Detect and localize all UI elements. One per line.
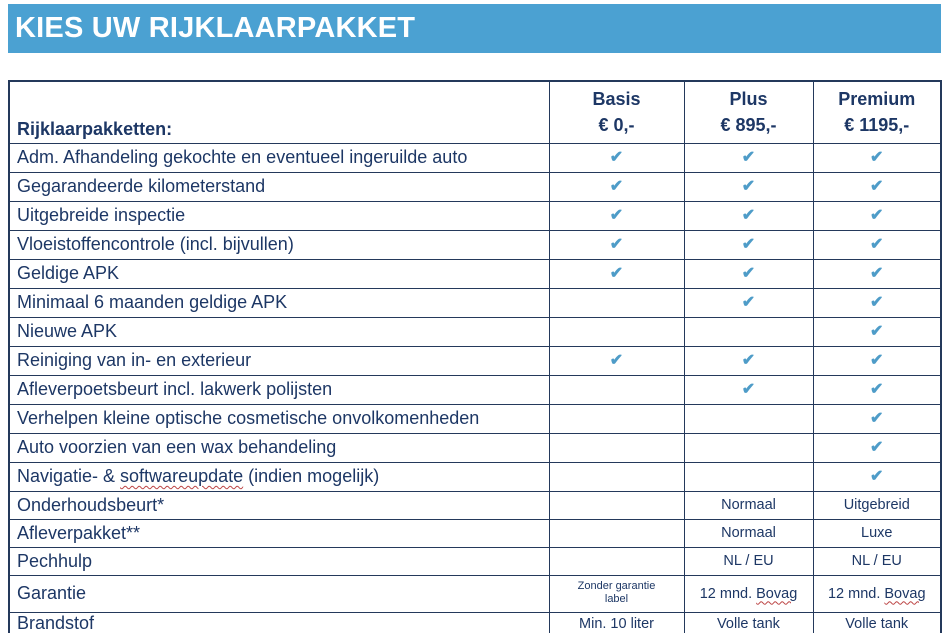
table-row	[9, 230, 941, 259]
table-row	[9, 143, 941, 172]
package-price: € 0,-	[598, 115, 635, 136]
check-icon: ✔	[741, 148, 756, 166]
cell-plus	[684, 433, 813, 462]
check-icon: ✔	[870, 293, 884, 311]
check-icon: ✔	[741, 235, 756, 253]
cell-premium	[813, 433, 941, 462]
cell-premium	[813, 230, 941, 259]
cell-text: Uitgebreid	[843, 497, 910, 513]
cell-plus	[684, 346, 813, 375]
cell-plus	[684, 491, 813, 519]
cell-text: 12 mnd.	[699, 585, 757, 602]
cell-text: Zonder garantie label	[577, 580, 656, 605]
cell-basis	[549, 201, 684, 230]
cell-premium	[813, 404, 941, 433]
table-row	[9, 519, 941, 547]
package-name: Basis	[592, 89, 641, 110]
cell-premium	[813, 143, 941, 172]
check-icon: ✔	[870, 264, 884, 282]
cell-basis	[549, 172, 684, 201]
cell-plus	[684, 201, 813, 230]
check-icon: ✔	[741, 264, 756, 282]
feature-label: Geldige APK	[9, 259, 549, 288]
cell-basis	[549, 433, 684, 462]
check-icon: ✔	[870, 148, 884, 166]
spellcheck-flagged-word: softwareupdate	[120, 466, 244, 486]
cell-basis	[549, 259, 684, 288]
table-row	[9, 346, 941, 375]
cell-text: Normaal	[721, 497, 776, 513]
cell-text: NL / EU	[851, 553, 902, 569]
check-icon: ✔	[609, 177, 624, 195]
feature-label: Adm. Afhandeling gekochte en eventueel ingeruilde auto	[9, 143, 549, 172]
cell-basis	[549, 288, 684, 317]
cell-plus	[684, 519, 813, 547]
cell-text: NL / EU	[723, 553, 774, 569]
feature-label: Nieuwe APK	[9, 317, 549, 346]
check-icon: ✔	[741, 293, 756, 311]
feature-label: Minimaal 6 maanden geldige APK	[9, 288, 549, 317]
check-icon: ✔	[870, 235, 884, 253]
column-header-plus	[684, 81, 813, 143]
cell-premium	[813, 201, 941, 230]
cell-plus	[684, 462, 813, 491]
table-row	[9, 547, 941, 575]
package-name: Plus	[729, 89, 768, 110]
feature-label: Gegarandeerde kilometerstand	[9, 172, 549, 201]
cell-text: Normaal	[721, 525, 776, 541]
check-icon: ✔	[609, 206, 624, 224]
table-row	[9, 288, 941, 317]
table-row	[9, 491, 941, 519]
cell-plus	[684, 143, 813, 172]
check-icon: ✔	[870, 380, 884, 398]
check-icon: ✔	[870, 467, 884, 485]
table-row	[9, 317, 941, 346]
check-icon: ✔	[870, 438, 884, 456]
table-row	[9, 433, 941, 462]
check-icon: ✔	[741, 177, 756, 195]
package-price: € 1195,-	[844, 115, 910, 136]
cell-text: Volle tank	[845, 615, 909, 632]
feature-label: Verhelpen kleine optische cosmetische onvolkomenheden	[9, 404, 549, 433]
page-title: KIES UW RIJKLAARPAKKET	[15, 12, 416, 44]
cell-premium	[813, 491, 941, 519]
cell-basis	[549, 575, 684, 612]
check-icon: ✔	[870, 206, 884, 224]
feature-label: Afleverpakket**	[9, 519, 549, 547]
cell-basis	[549, 143, 684, 172]
check-icon: ✔	[870, 177, 884, 195]
cell-premium	[813, 317, 941, 346]
spellcheck-flagged-word: Bovag	[884, 585, 926, 602]
cell-plus	[684, 288, 813, 317]
cell-premium	[813, 259, 941, 288]
cell-basis	[549, 346, 684, 375]
cell-plus	[684, 317, 813, 346]
cell-basis	[549, 491, 684, 519]
check-icon: ✔	[609, 148, 624, 166]
cell-premium	[813, 346, 941, 375]
feature-label: Vloeistoffencontrole (incl. bijvullen)	[9, 230, 549, 259]
check-icon: ✔	[870, 409, 884, 427]
package-comparison-table	[8, 80, 942, 633]
cell-text: 12 mnd.	[827, 585, 885, 602]
check-icon: ✔	[609, 264, 624, 282]
cell-premium	[813, 547, 941, 575]
table-row	[9, 201, 941, 230]
check-icon: ✔	[741, 351, 756, 369]
cell-basis	[549, 519, 684, 547]
cell-plus	[684, 547, 813, 575]
check-icon: ✔	[609, 351, 624, 369]
table-row	[9, 575, 941, 612]
spellcheck-flagged-word: Bovag	[756, 585, 798, 602]
cell-premium	[813, 462, 941, 491]
check-icon: ✔	[741, 206, 756, 224]
table-row	[9, 172, 941, 201]
cell-text: Volle tank	[717, 615, 780, 632]
column-header-basis	[549, 81, 684, 143]
package-name: Premium	[838, 89, 916, 110]
cell-premium	[813, 519, 941, 547]
cell-premium	[813, 288, 941, 317]
row-header-label: Rijklaarpakketten:	[9, 81, 549, 143]
feature-label: Uitgebreide inspectie	[9, 201, 549, 230]
feature-label: Navigatie- & softwareupdate (indien mogelijk)	[9, 462, 549, 491]
table-row	[9, 612, 941, 633]
feature-label: Pechhulp	[9, 547, 549, 575]
table-row	[9, 259, 941, 288]
feature-label: Onderhoudsbeurt*	[9, 491, 549, 519]
table-header-row	[9, 81, 941, 143]
cell-basis	[549, 230, 684, 259]
cell-premium	[813, 612, 941, 633]
cell-plus	[684, 230, 813, 259]
cell-premium	[813, 375, 941, 404]
page-banner	[8, 4, 941, 53]
cell-plus	[684, 375, 813, 404]
check-icon: ✔	[741, 380, 756, 398]
feature-label: Auto voorzien van een wax behandeling	[9, 433, 549, 462]
table-row	[9, 375, 941, 404]
cell-basis	[549, 462, 684, 491]
column-header-premium	[813, 81, 941, 143]
cell-premium	[813, 575, 941, 612]
cell-premium	[813, 172, 941, 201]
check-icon: ✔	[870, 322, 884, 340]
feature-label: Afleverpoetsbeurt incl. lakwerk polijsten	[9, 375, 549, 404]
cell-text: Min. 10 liter	[579, 615, 654, 632]
cell-text: Luxe	[861, 525, 893, 541]
cell-plus	[684, 612, 813, 633]
cell-plus	[684, 172, 813, 201]
feature-label: Brandstof	[9, 612, 549, 633]
feature-label: Garantie	[9, 575, 549, 612]
cell-basis	[549, 612, 684, 633]
check-icon: ✔	[609, 235, 624, 253]
cell-plus	[684, 404, 813, 433]
cell-basis	[549, 547, 684, 575]
cell-basis	[549, 317, 684, 346]
cell-plus	[684, 259, 813, 288]
feature-label: Reiniging van in- en exterieur	[9, 346, 549, 375]
table-row	[9, 404, 941, 433]
package-price: € 895,-	[720, 115, 777, 136]
cell-basis	[549, 375, 684, 404]
table-row	[9, 462, 941, 491]
cell-basis	[549, 404, 684, 433]
cell-plus	[684, 575, 813, 612]
check-icon: ✔	[870, 351, 884, 369]
